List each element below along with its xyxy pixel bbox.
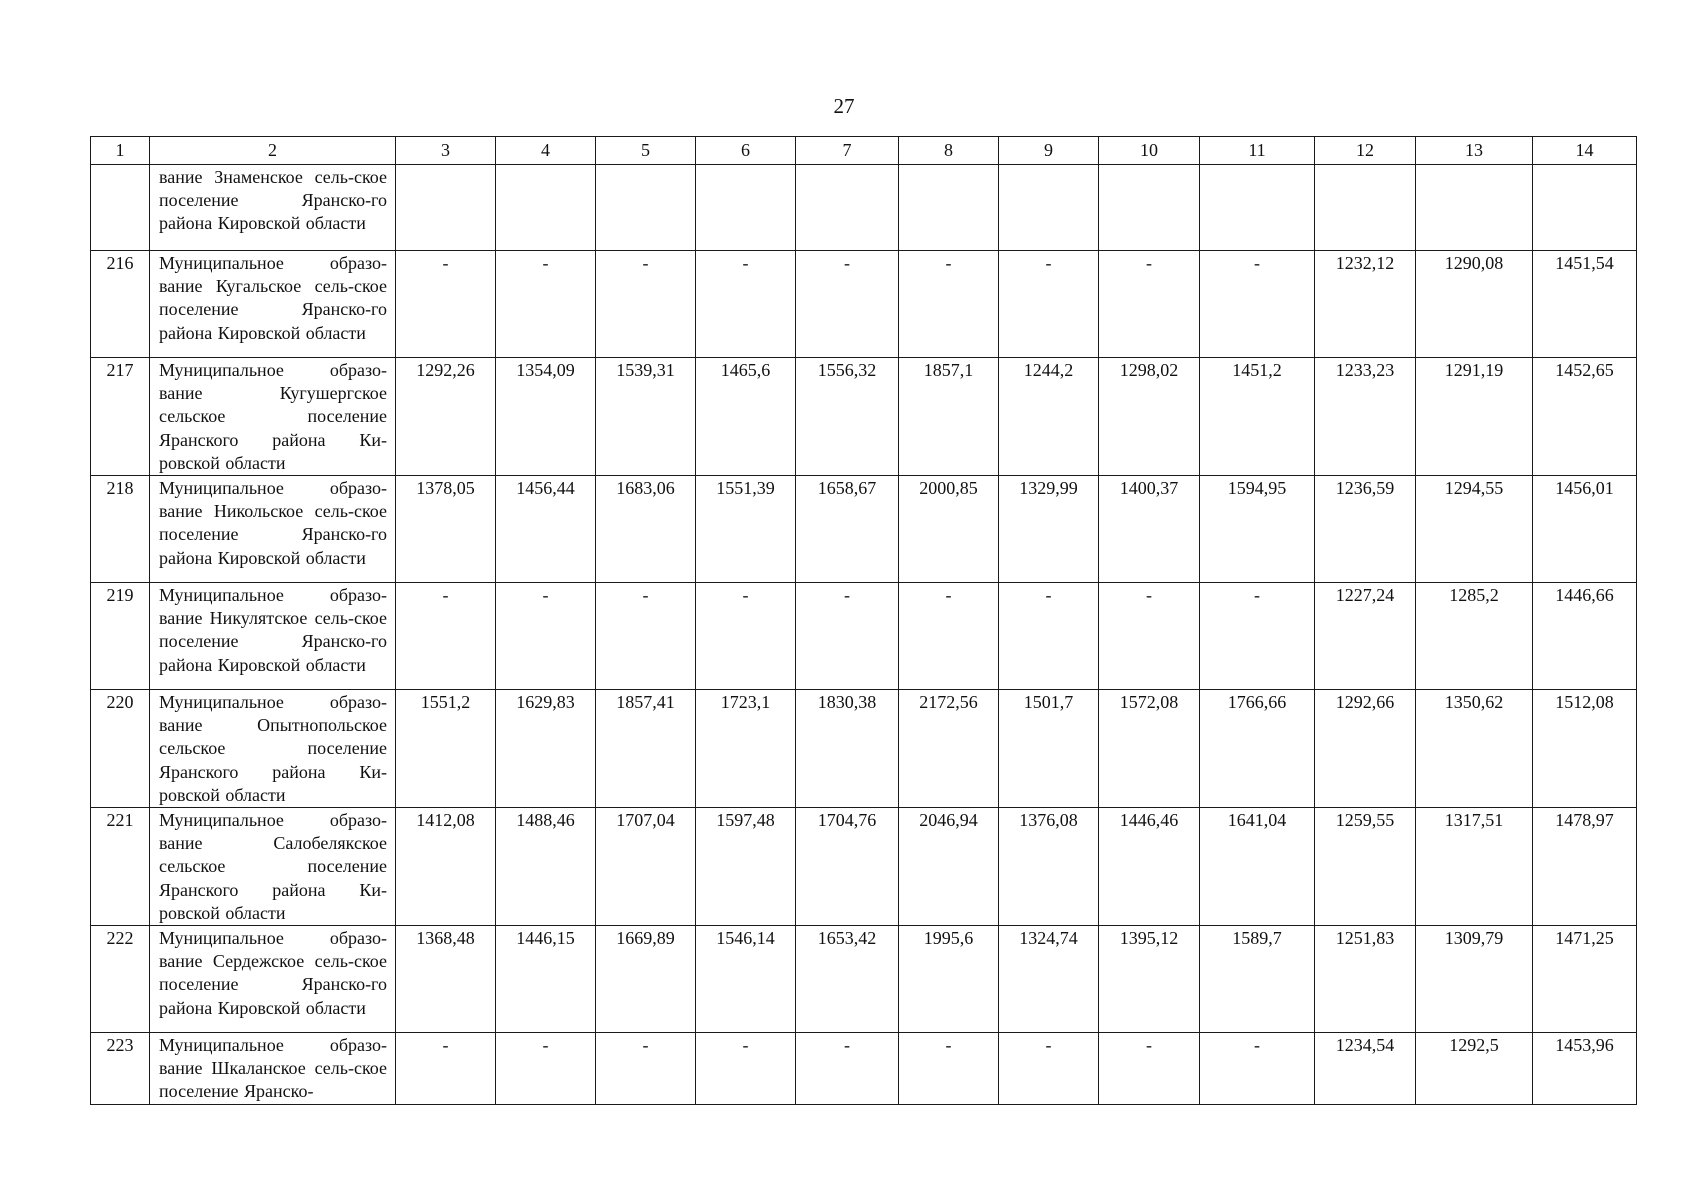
table-row [91, 165, 1637, 251]
column-header: 11 [1200, 137, 1315, 165]
value-cell: 1395,12 [1099, 926, 1200, 1033]
value-cell: 1766,66 [1200, 690, 1315, 808]
value-cell: 1285,2 [1416, 583, 1533, 690]
value-cell: 1572,08 [1099, 690, 1200, 808]
value-cell: - [796, 251, 899, 358]
value-cell: 1298,02 [1099, 358, 1200, 476]
municipality-name: Муниципальное образо-вание Шкаланское сель-ское поселение Яранско- [150, 1033, 396, 1105]
value-cell: - [396, 583, 496, 690]
value-cell: - [496, 583, 596, 690]
row-number: 221 [91, 808, 150, 926]
value-cell: 1446,46 [1099, 808, 1200, 926]
value-cell: 1995,6 [899, 926, 999, 1033]
value-cell: - [1099, 1033, 1200, 1105]
value-cell: - [596, 1033, 696, 1105]
value-cell: 1465,6 [696, 358, 796, 476]
row-number: 218 [91, 476, 150, 583]
value-cell: 1452,65 [1533, 358, 1637, 476]
value-cell: 1597,48 [696, 808, 796, 926]
header-row [91, 137, 1637, 165]
value-cell: - [999, 251, 1099, 358]
value-cell: 1259,55 [1315, 808, 1416, 926]
value-cell: - [796, 583, 899, 690]
value-cell: - [596, 251, 696, 358]
value-cell [496, 165, 596, 251]
value-cell: - [1099, 583, 1200, 690]
value-cell: 1556,32 [796, 358, 899, 476]
value-cell: - [796, 1033, 899, 1105]
value-cell: - [1200, 583, 1315, 690]
value-cell: 1329,99 [999, 476, 1099, 583]
value-cell: 1453,96 [1533, 1033, 1637, 1105]
value-cell: 1857,1 [899, 358, 999, 476]
value-cell: - [696, 583, 796, 690]
value-cell: 1324,74 [999, 926, 1099, 1033]
value-cell: 1292,26 [396, 358, 496, 476]
value-cell: 1292,5 [1416, 1033, 1533, 1105]
value-cell: 1471,25 [1533, 926, 1637, 1033]
value-cell: 1704,76 [796, 808, 899, 926]
value-cell: 1350,62 [1416, 690, 1533, 808]
column-header: 14 [1533, 137, 1637, 165]
row-number: 219 [91, 583, 150, 690]
municipality-name: Муниципальное образо-вание Никулятское сель-ское поселение Яранско-го района Кировской области [150, 583, 396, 690]
value-cell: 1653,42 [796, 926, 899, 1033]
value-cell: 1378,05 [396, 476, 496, 583]
data-table [90, 136, 1637, 1105]
value-cell: - [496, 251, 596, 358]
value-cell [1099, 165, 1200, 251]
row-number: 223 [91, 1033, 150, 1105]
value-cell: - [999, 583, 1099, 690]
value-cell [1200, 165, 1315, 251]
value-cell: 1317,51 [1416, 808, 1533, 926]
value-cell [696, 165, 796, 251]
value-cell: 1546,14 [696, 926, 796, 1033]
column-header: 8 [899, 137, 999, 165]
value-cell: - [999, 1033, 1099, 1105]
value-cell: - [396, 1033, 496, 1105]
municipality-name: Муниципальное образо-вание Кугушергское сельское поселение Яранского района Ки-ровской области [150, 358, 396, 476]
value-cell: 1376,08 [999, 808, 1099, 926]
value-cell: 1446,66 [1533, 583, 1637, 690]
value-cell: 1707,04 [596, 808, 696, 926]
value-cell [796, 165, 899, 251]
value-cell: 1857,41 [596, 690, 696, 808]
value-cell: 1244,2 [999, 358, 1099, 476]
column-header: 7 [796, 137, 899, 165]
value-cell [596, 165, 696, 251]
table-row [91, 1033, 1637, 1105]
value-cell: 1456,01 [1533, 476, 1637, 583]
value-cell: 1236,59 [1315, 476, 1416, 583]
table-row [91, 583, 1637, 690]
value-cell: - [396, 251, 496, 358]
table-row [91, 808, 1637, 926]
value-cell: 1233,23 [1315, 358, 1416, 476]
value-cell: 1291,19 [1416, 358, 1533, 476]
value-cell [1416, 165, 1533, 251]
value-cell: 1723,1 [696, 690, 796, 808]
table-body [91, 165, 1637, 1105]
value-cell [999, 165, 1099, 251]
table-row [91, 251, 1637, 358]
column-header: 10 [1099, 137, 1200, 165]
column-header: 4 [496, 137, 596, 165]
municipality-name: вание Знаменское сель-ское поселение Яранско-го района Кировской области [150, 165, 396, 251]
value-cell: 2172,56 [899, 690, 999, 808]
column-header: 6 [696, 137, 796, 165]
row-number: 217 [91, 358, 150, 476]
value-cell: 1594,95 [1200, 476, 1315, 583]
value-cell: 1292,66 [1315, 690, 1416, 808]
municipality-name: Муниципальное образо-вание Сердежское сель-ское поселение Яранско-го района Кировской области [150, 926, 396, 1033]
value-cell: 1456,44 [496, 476, 596, 583]
value-cell: 1589,7 [1200, 926, 1315, 1033]
value-cell: 1354,09 [496, 358, 596, 476]
value-cell: 1290,08 [1416, 251, 1533, 358]
table-row [91, 926, 1637, 1033]
value-cell: 1227,24 [1315, 583, 1416, 690]
value-cell: 1451,2 [1200, 358, 1315, 476]
column-header: 9 [999, 137, 1099, 165]
value-cell: 1551,39 [696, 476, 796, 583]
value-cell: 2000,85 [899, 476, 999, 583]
value-cell: 1400,37 [1099, 476, 1200, 583]
value-cell: - [899, 583, 999, 690]
value-cell [899, 165, 999, 251]
value-cell: 1830,38 [796, 690, 899, 808]
value-cell: - [1099, 251, 1200, 358]
page-number: 27 [833, 94, 855, 118]
table-row [91, 476, 1637, 583]
value-cell: - [496, 1033, 596, 1105]
municipality-name: Муниципальное образо-вание Опытнопольское сельское поселение Яранского района Ки-ровской области [150, 690, 396, 808]
column-header: 12 [1315, 137, 1416, 165]
row-number [91, 165, 150, 251]
value-cell: 1234,54 [1315, 1033, 1416, 1105]
value-cell: 1641,04 [1200, 808, 1315, 926]
value-cell: 1309,79 [1416, 926, 1533, 1033]
value-cell: 1478,97 [1533, 808, 1637, 926]
column-header: 1 [91, 137, 150, 165]
value-cell: 1551,2 [396, 690, 496, 808]
value-cell [396, 165, 496, 251]
value-cell: 1232,12 [1315, 251, 1416, 358]
value-cell: 1368,48 [396, 926, 496, 1033]
value-cell: 1501,7 [999, 690, 1099, 808]
value-cell: - [696, 1033, 796, 1105]
value-cell: 1683,06 [596, 476, 696, 583]
value-cell: - [596, 583, 696, 690]
value-cell: 1446,15 [496, 926, 596, 1033]
value-cell: 2046,94 [899, 808, 999, 926]
value-cell: 1539,31 [596, 358, 696, 476]
value-cell: 1251,83 [1315, 926, 1416, 1033]
value-cell: - [1200, 1033, 1315, 1105]
row-number: 220 [91, 690, 150, 808]
row-number: 216 [91, 251, 150, 358]
column-header: 2 [150, 137, 396, 165]
table-row [91, 690, 1637, 808]
column-header: 3 [396, 137, 496, 165]
value-cell: 1451,54 [1533, 251, 1637, 358]
value-cell: - [899, 1033, 999, 1105]
value-cell [1315, 165, 1416, 251]
value-cell: 1512,08 [1533, 690, 1637, 808]
column-header: 13 [1416, 137, 1533, 165]
value-cell: 1629,83 [496, 690, 596, 808]
value-cell: - [899, 251, 999, 358]
municipality-name: Муниципальное образо-вание Кугальское сель-ское поселение Яранско-го района Кировской области [150, 251, 396, 358]
value-cell [1533, 165, 1637, 251]
table-row [91, 358, 1637, 476]
value-cell: 1658,67 [796, 476, 899, 583]
value-cell: - [696, 251, 796, 358]
value-cell: 1488,46 [496, 808, 596, 926]
value-cell: 1412,08 [396, 808, 496, 926]
column-header: 5 [596, 137, 696, 165]
value-cell: 1294,55 [1416, 476, 1533, 583]
row-number: 222 [91, 926, 150, 1033]
value-cell: - [1200, 251, 1315, 358]
municipality-name: Муниципальное образо-вание Салобелякское сельское поселение Яранского района Ки-ровской области [150, 808, 396, 926]
municipality-name: Муниципальное образо-вание Никольское сель-ское поселение Яранско-го района Кировской области [150, 476, 396, 583]
value-cell: 1669,89 [596, 926, 696, 1033]
